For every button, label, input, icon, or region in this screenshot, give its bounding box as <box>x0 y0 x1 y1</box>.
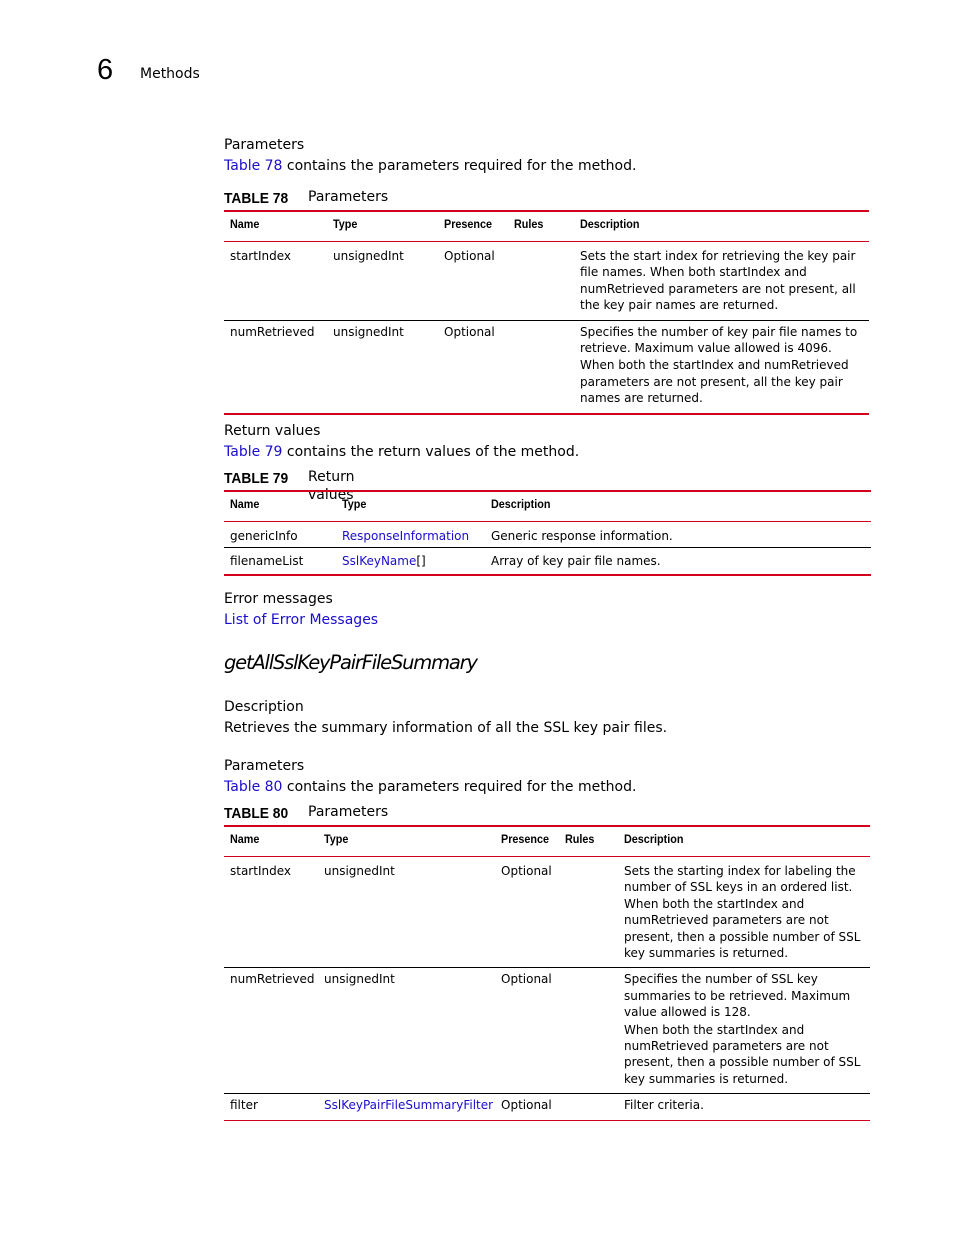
table-row <box>224 242 869 321</box>
cell-presence: Optional <box>444 249 495 263</box>
table-row <box>224 320 869 414</box>
cell-rules <box>559 968 618 1094</box>
table78-intro: Table 78 contains the parameters required for the method. <box>224 158 637 174</box>
cell-type: unsignedInt <box>333 249 404 263</box>
method-description: Retrieves the summary information of all the SSL key pair files. <box>224 720 668 736</box>
cell-name: startIndex <box>230 249 291 263</box>
cell-type: unsignedInt <box>324 972 395 987</box>
parameters-heading: Parameters <box>224 137 305 153</box>
col-header-rules: Rules <box>565 832 595 846</box>
cell-description: Specifies the number of SSL key summaries to be retrieved. Maximum value allowed is 128. When both the startIndex and numRetrieved parameters are not present, then a possible number of SSL key summaries is returned. <box>624 972 861 1086</box>
cell-rules <box>508 242 574 321</box>
col-header-description: Description <box>624 832 684 846</box>
cell-rules <box>559 857 618 968</box>
col-header-type: Type <box>342 497 367 511</box>
chapter-number: 6 <box>97 54 114 86</box>
col-header-name: Name <box>230 217 260 231</box>
cell-type: SslKeyName[] <box>342 554 426 569</box>
table80-title: Parameters <box>308 804 389 820</box>
cell-description: Filter criteria. <box>624 1098 704 1113</box>
col-header-presence: Presence <box>444 217 493 231</box>
cell-description: Specifies the number of key pair file names to retrieve. Maximum value allowed is 4096. When both the startIndex and numRetrieved parameters are not present, all the key pair names are returned. <box>580 324 858 406</box>
col-header-type: Type <box>324 832 349 846</box>
description-heading: Description <box>224 699 304 715</box>
cell-description: Sets the starting index for labeling the number of SSL keys in an ordered list. When both the startIndex and numRetrieved parameters are not present, then a possible number of SSL key summaries is returned. <box>624 864 861 961</box>
col-header-description: Description <box>580 217 640 231</box>
cell-name: startIndex <box>230 864 291 878</box>
table79 <box>224 490 871 576</box>
ssl-key-pair-file-summary-filter-link[interactable]: SslKeyPairFileSummaryFilter <box>324 1098 494 1113</box>
col-header-description: Description <box>491 497 551 511</box>
return-values-heading: Return values <box>224 423 321 439</box>
cell-name: filter <box>230 1098 258 1113</box>
cell-name: numRetrieved <box>230 972 315 987</box>
cell-type <box>336 522 485 548</box>
col-header-name: Name <box>230 832 260 846</box>
error-messages-heading: Error messages <box>224 591 333 607</box>
col-header-name: Name <box>230 497 260 511</box>
cell-presence: Optional <box>501 1098 552 1113</box>
table78-number: TABLE 78 <box>224 190 289 207</box>
table78 <box>224 210 869 415</box>
cell-rules <box>508 320 574 414</box>
method-title: getAllSslKeyPairFileSummary <box>224 651 477 674</box>
cell-description: Array of key pair file names. <box>491 554 661 569</box>
table-row <box>224 548 871 575</box>
parameters-heading-2: Parameters <box>224 758 305 774</box>
table78-title: Parameters <box>308 189 389 205</box>
response-information-link[interactable]: ResponseInformation <box>342 529 470 543</box>
col-header-presence: Presence <box>501 832 550 846</box>
cell-description: Sets the start index for retrieving the key pair file names. When both startIndex and numRetrieved parameters are not present, all the key pair names are returned. <box>580 249 856 313</box>
table79-link[interactable]: Table 79 <box>224 444 283 460</box>
table79-header-row <box>224 491 871 522</box>
ssl-key-name-link[interactable]: SslKeyName <box>342 554 417 569</box>
cell-type <box>318 1094 495 1120</box>
col-header-type: Type <box>333 217 358 231</box>
table-row <box>224 1094 870 1120</box>
table79-number: TABLE 79 <box>224 470 289 487</box>
table80 <box>224 825 870 1121</box>
table-row <box>224 522 871 548</box>
table79-title: Return values <box>308 469 355 503</box>
table80-number: TABLE 80 <box>224 805 289 822</box>
table79-intro: Table 79 contains the return values of the method. <box>224 444 580 460</box>
cell-presence: Optional <box>501 864 552 878</box>
col-header-rules: Rules <box>514 217 544 231</box>
table-row <box>224 857 870 968</box>
table78-header-row <box>224 211 869 242</box>
table80-caption <box>224 803 389 823</box>
table80-intro: Table 80 contains the parameters required for the method. <box>224 779 637 795</box>
cell-name: numRetrieved <box>230 324 315 339</box>
cell-name: filenameList <box>230 554 304 569</box>
error-messages-link[interactable]: List of Error Messages <box>224 612 379 628</box>
cell-type: unsignedInt <box>333 324 404 339</box>
cell-rules <box>559 1094 618 1120</box>
cell-description: Generic response information. <box>491 529 673 543</box>
table79-caption <box>224 468 355 503</box>
table-row <box>224 968 870 1094</box>
chapter-title: Methods <box>140 66 200 82</box>
cell-presence: Optional <box>501 972 552 987</box>
table80-header-row <box>224 826 870 857</box>
table78-link[interactable]: Table 78 <box>224 158 283 174</box>
cell-type: unsignedInt <box>324 864 395 878</box>
table78-caption <box>224 188 389 208</box>
cell-presence: Optional <box>444 324 495 339</box>
table80-link[interactable]: Table 80 <box>224 779 283 795</box>
cell-name: genericInfo <box>230 529 298 543</box>
